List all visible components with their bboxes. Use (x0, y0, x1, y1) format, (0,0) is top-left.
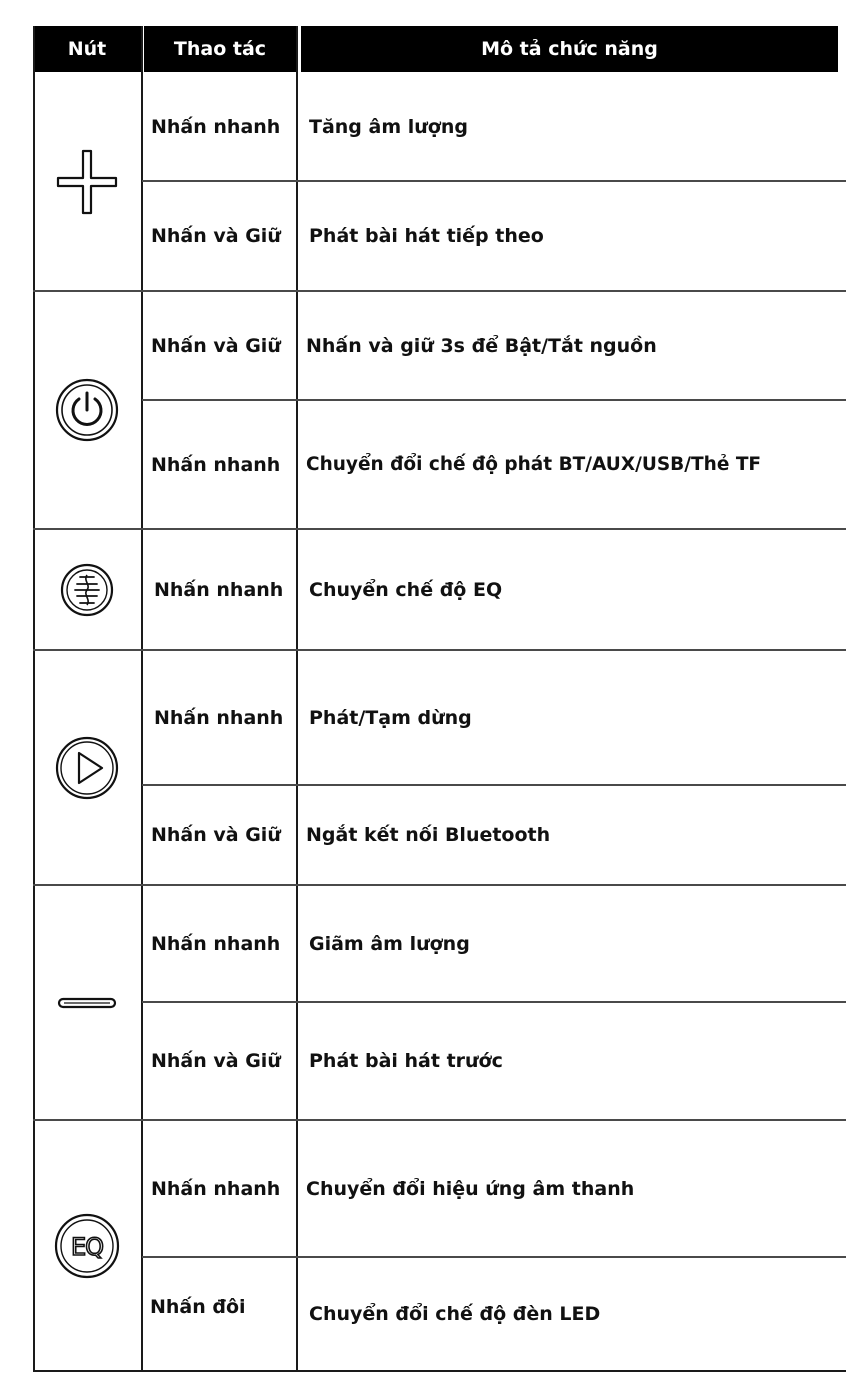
table-row-description: Tăng âm lượng (309, 116, 468, 138)
table-row-action: Nhấn và Giữ (151, 334, 281, 357)
table-row-action: Nhấn nhanh (154, 578, 284, 601)
eq-icon (33, 1121, 141, 1370)
table-row-description: Ngắt kết nối Bluetooth (306, 824, 551, 846)
button-function-table (33, 26, 846, 1372)
table-row-description: Phát bài hát tiếp theo (309, 225, 544, 247)
plus-icon (33, 74, 141, 290)
table-row-description: Chuyển đổi hiệu ứng âm thanh (306, 1177, 635, 1200)
table-row-description: Nhấn và giữ 3s để Bật/Tắt nguồn (306, 334, 657, 357)
table-row-description: Phát/Tạm dừng (309, 706, 472, 729)
table-row-action: Nhấn nhanh (151, 1177, 281, 1200)
column-divider-2 (296, 26, 298, 1372)
header-action: Thao tác (144, 26, 296, 72)
eq-icon-label: EQ (70, 1232, 104, 1261)
table-row-action: Nhấn và Giữ (151, 824, 281, 846)
table-row-action: Nhấn nhanh (151, 453, 281, 476)
column-divider-1 (141, 26, 143, 1372)
table-row-description: Giãm âm lượng (309, 932, 470, 955)
power-icon (33, 292, 141, 528)
table-row-action: Nhấn nhanh (154, 706, 284, 729)
table-border-bottom (33, 1370, 846, 1372)
table-row-action: Nhấn và Giữ (151, 225, 281, 247)
play-icon (33, 651, 141, 884)
table-row-description: Chuyển đổi chế độ phát BT/AUX/USB/Thẻ TF (306, 454, 762, 475)
table-row-action: Nhấn nhanh (151, 116, 281, 138)
table-row-action: Nhấn nhanh (151, 932, 281, 955)
table-row-description: Phát bài hát trước (309, 1050, 503, 1072)
table-row-description: Chuyển đổi chế độ đèn LED (309, 1303, 601, 1325)
header-description: Mô tả chức năng (301, 26, 838, 72)
minus-icon (33, 886, 141, 1119)
header-button: Nút (33, 26, 141, 72)
mode-icon (33, 530, 141, 649)
table-row-description: Chuyển chế độ EQ (309, 578, 503, 601)
table-row-action: Nhấn và Giữ (151, 1050, 281, 1072)
table-row-action: Nhấn đôi (150, 1296, 246, 1318)
